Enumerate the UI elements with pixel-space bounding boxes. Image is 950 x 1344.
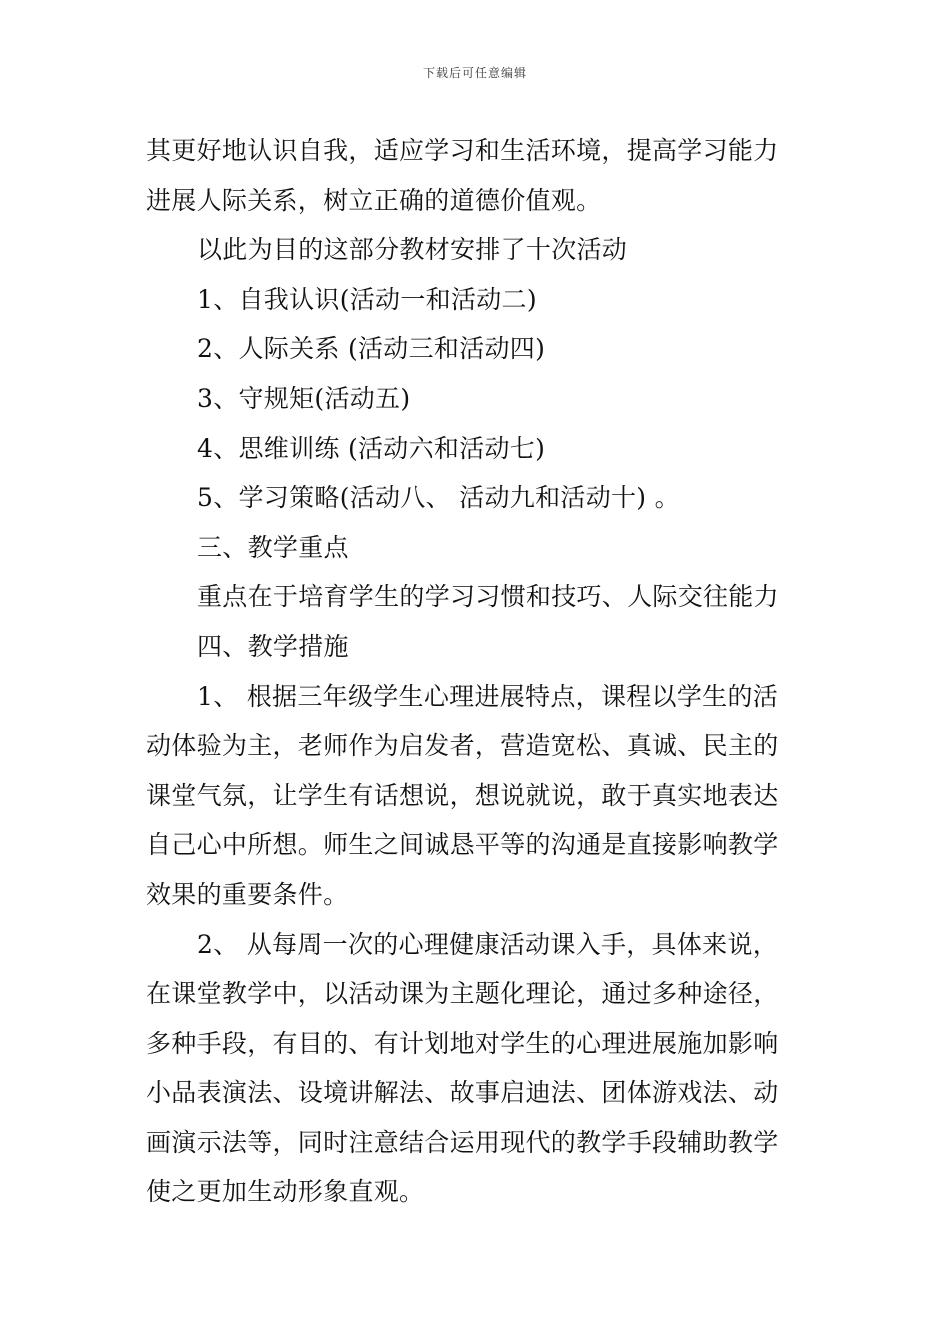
text-line: 动体验为主，老师作为启发者，营造宽松、真诚、民主的 xyxy=(146,731,779,761)
section-heading: 四、教学措施 xyxy=(197,631,349,661)
text-line: 在课堂教学中，以活动课为主题化理论，通过多种途径， xyxy=(146,979,779,1009)
text-line: 重点在于培育学生的学习习惯和技巧、人际交往能力 xyxy=(197,582,779,612)
text-line: 小品表演法、设境讲解法、故事启迪法、团体游戏法、动 xyxy=(146,1078,779,1108)
text-line: 多种手段，有目的、有计划地对学生的心理进展施加影响 xyxy=(146,1028,779,1058)
text-line: 以此为目的这部分教材安排了十次活动 xyxy=(197,235,628,265)
list-item: 1、自我认识(活动一和活动二) xyxy=(197,284,537,314)
list-item: 3、守规矩(活动五) xyxy=(197,383,411,413)
text-line: 自己心中所想。师生之间诚恳平等的沟通是直接影响教学 xyxy=(146,830,779,860)
text-line: 2、 从每周一次的心理健康活动课入手，具体来说， xyxy=(197,929,779,959)
text-line: 进展人际关系，树立正确的道德价值观。 xyxy=(146,185,602,215)
text-line: 课堂气氛，让学生有话想说，想说就说，敢于真实地表达 xyxy=(146,780,779,810)
body-text xyxy=(146,126,816,1217)
list-item: 4、思维训练 (活动六和活动七) xyxy=(197,433,546,463)
text-line: 效果的重要条件。 xyxy=(146,879,349,909)
text-line: 使之更加生动形象直观。 xyxy=(146,1177,425,1207)
list-item: 5、学习策略(活动八、 活动九和活动十) 。 xyxy=(197,483,680,513)
text-line: 1、 根据三年级学生心理进展特点，课程以学生的活 xyxy=(197,681,779,711)
text-line: 其更好地认识自我，适应学习和生活环境，提高学习能力 xyxy=(146,136,779,165)
page-header: 下载后可任意编辑 xyxy=(422,66,527,80)
text-line: 画演示法等，同时注意结合运用现代的教学手段辅助教学 xyxy=(146,1127,779,1157)
section-heading: 三、教学重点 xyxy=(197,532,349,562)
list-item: 2、人际关系 (活动三和活动四) xyxy=(197,334,546,364)
